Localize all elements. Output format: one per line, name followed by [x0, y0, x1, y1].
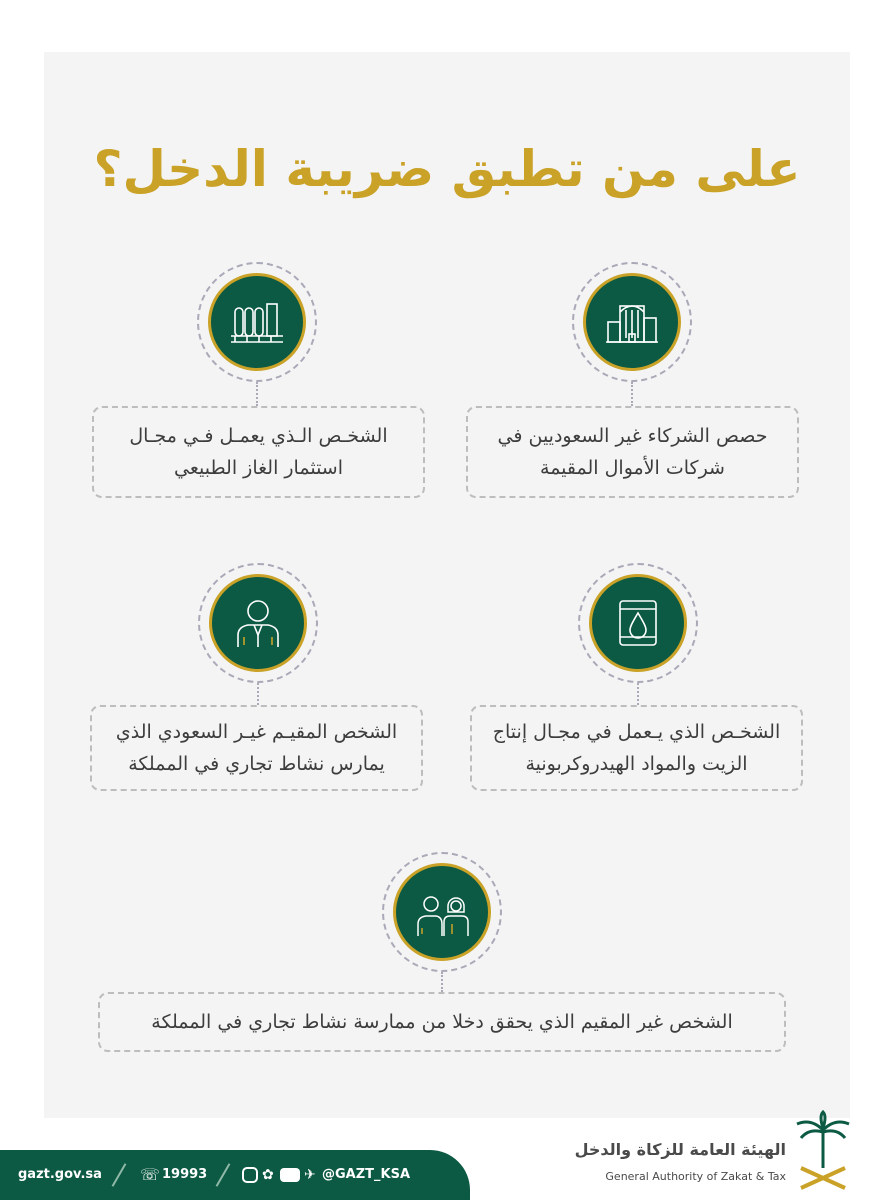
social-handle[interactable]: @GAZT_KSA	[322, 1167, 411, 1182]
category-card-resident-non-saudi: الشخص المقيـم غيـر السعودي الذي يمارس نشاط تجاري في المملكة	[90, 705, 423, 791]
office-buildings-icon	[604, 294, 660, 350]
connector-line	[257, 683, 259, 705]
instagram-icon[interactable]	[242, 1167, 258, 1183]
logo-english-name: General Authority of Zakat & Tax	[605, 1170, 786, 1183]
category-card-oil-hydrocarbons: الشخـص الذي يـعمل في مجـال إنتاج الزيت والمواد الهيدروكربونية	[470, 705, 803, 791]
connector-line	[637, 683, 639, 705]
connector-line	[441, 972, 443, 992]
page-title: على من تطبق ضريبة الدخل؟	[93, 140, 801, 198]
businessman-icon	[230, 595, 286, 651]
connector-line	[631, 382, 633, 406]
phone-number[interactable]: 19993	[162, 1167, 208, 1182]
phone-icon: ☏	[140, 1165, 161, 1184]
two-people-icon-circle	[382, 852, 502, 972]
gazt-logo-icon	[793, 1110, 853, 1190]
youtube-icon[interactable]	[280, 1168, 300, 1182]
snapchat-icon-glyph[interactable]: ✿	[262, 1167, 274, 1183]
gas-facility-icon-circle	[197, 262, 317, 382]
category-card-non-resident: الشخص غير المقيم الذي يحقق دخلا من ممارسة نشاط تجاري في المملكة	[98, 992, 786, 1052]
website-link[interactable]: gazt.gov.sa	[18, 1167, 102, 1182]
two-people-icon	[414, 884, 470, 940]
oil-barrel-icon-circle	[578, 563, 698, 683]
category-card-natural-gas: الشخـص الـذي يعمـل فـي مجـال استثمار الغاز الطبيعي	[92, 406, 425, 498]
category-card-foreign-partner-shares: حصص الشركاء غير السعوديين في شركات الأموال المقيمة	[466, 406, 799, 498]
oil-barrel-icon	[610, 595, 666, 651]
gas-facility-icon	[229, 294, 285, 350]
connector-line	[256, 382, 258, 406]
twitter-icon[interactable]: ✈	[304, 1167, 316, 1183]
office-buildings-icon-circle	[572, 262, 692, 382]
logo-arabic-name: الهيئة العامة للزكاة والدخل	[574, 1140, 786, 1159]
businessman-icon-circle	[198, 563, 318, 683]
